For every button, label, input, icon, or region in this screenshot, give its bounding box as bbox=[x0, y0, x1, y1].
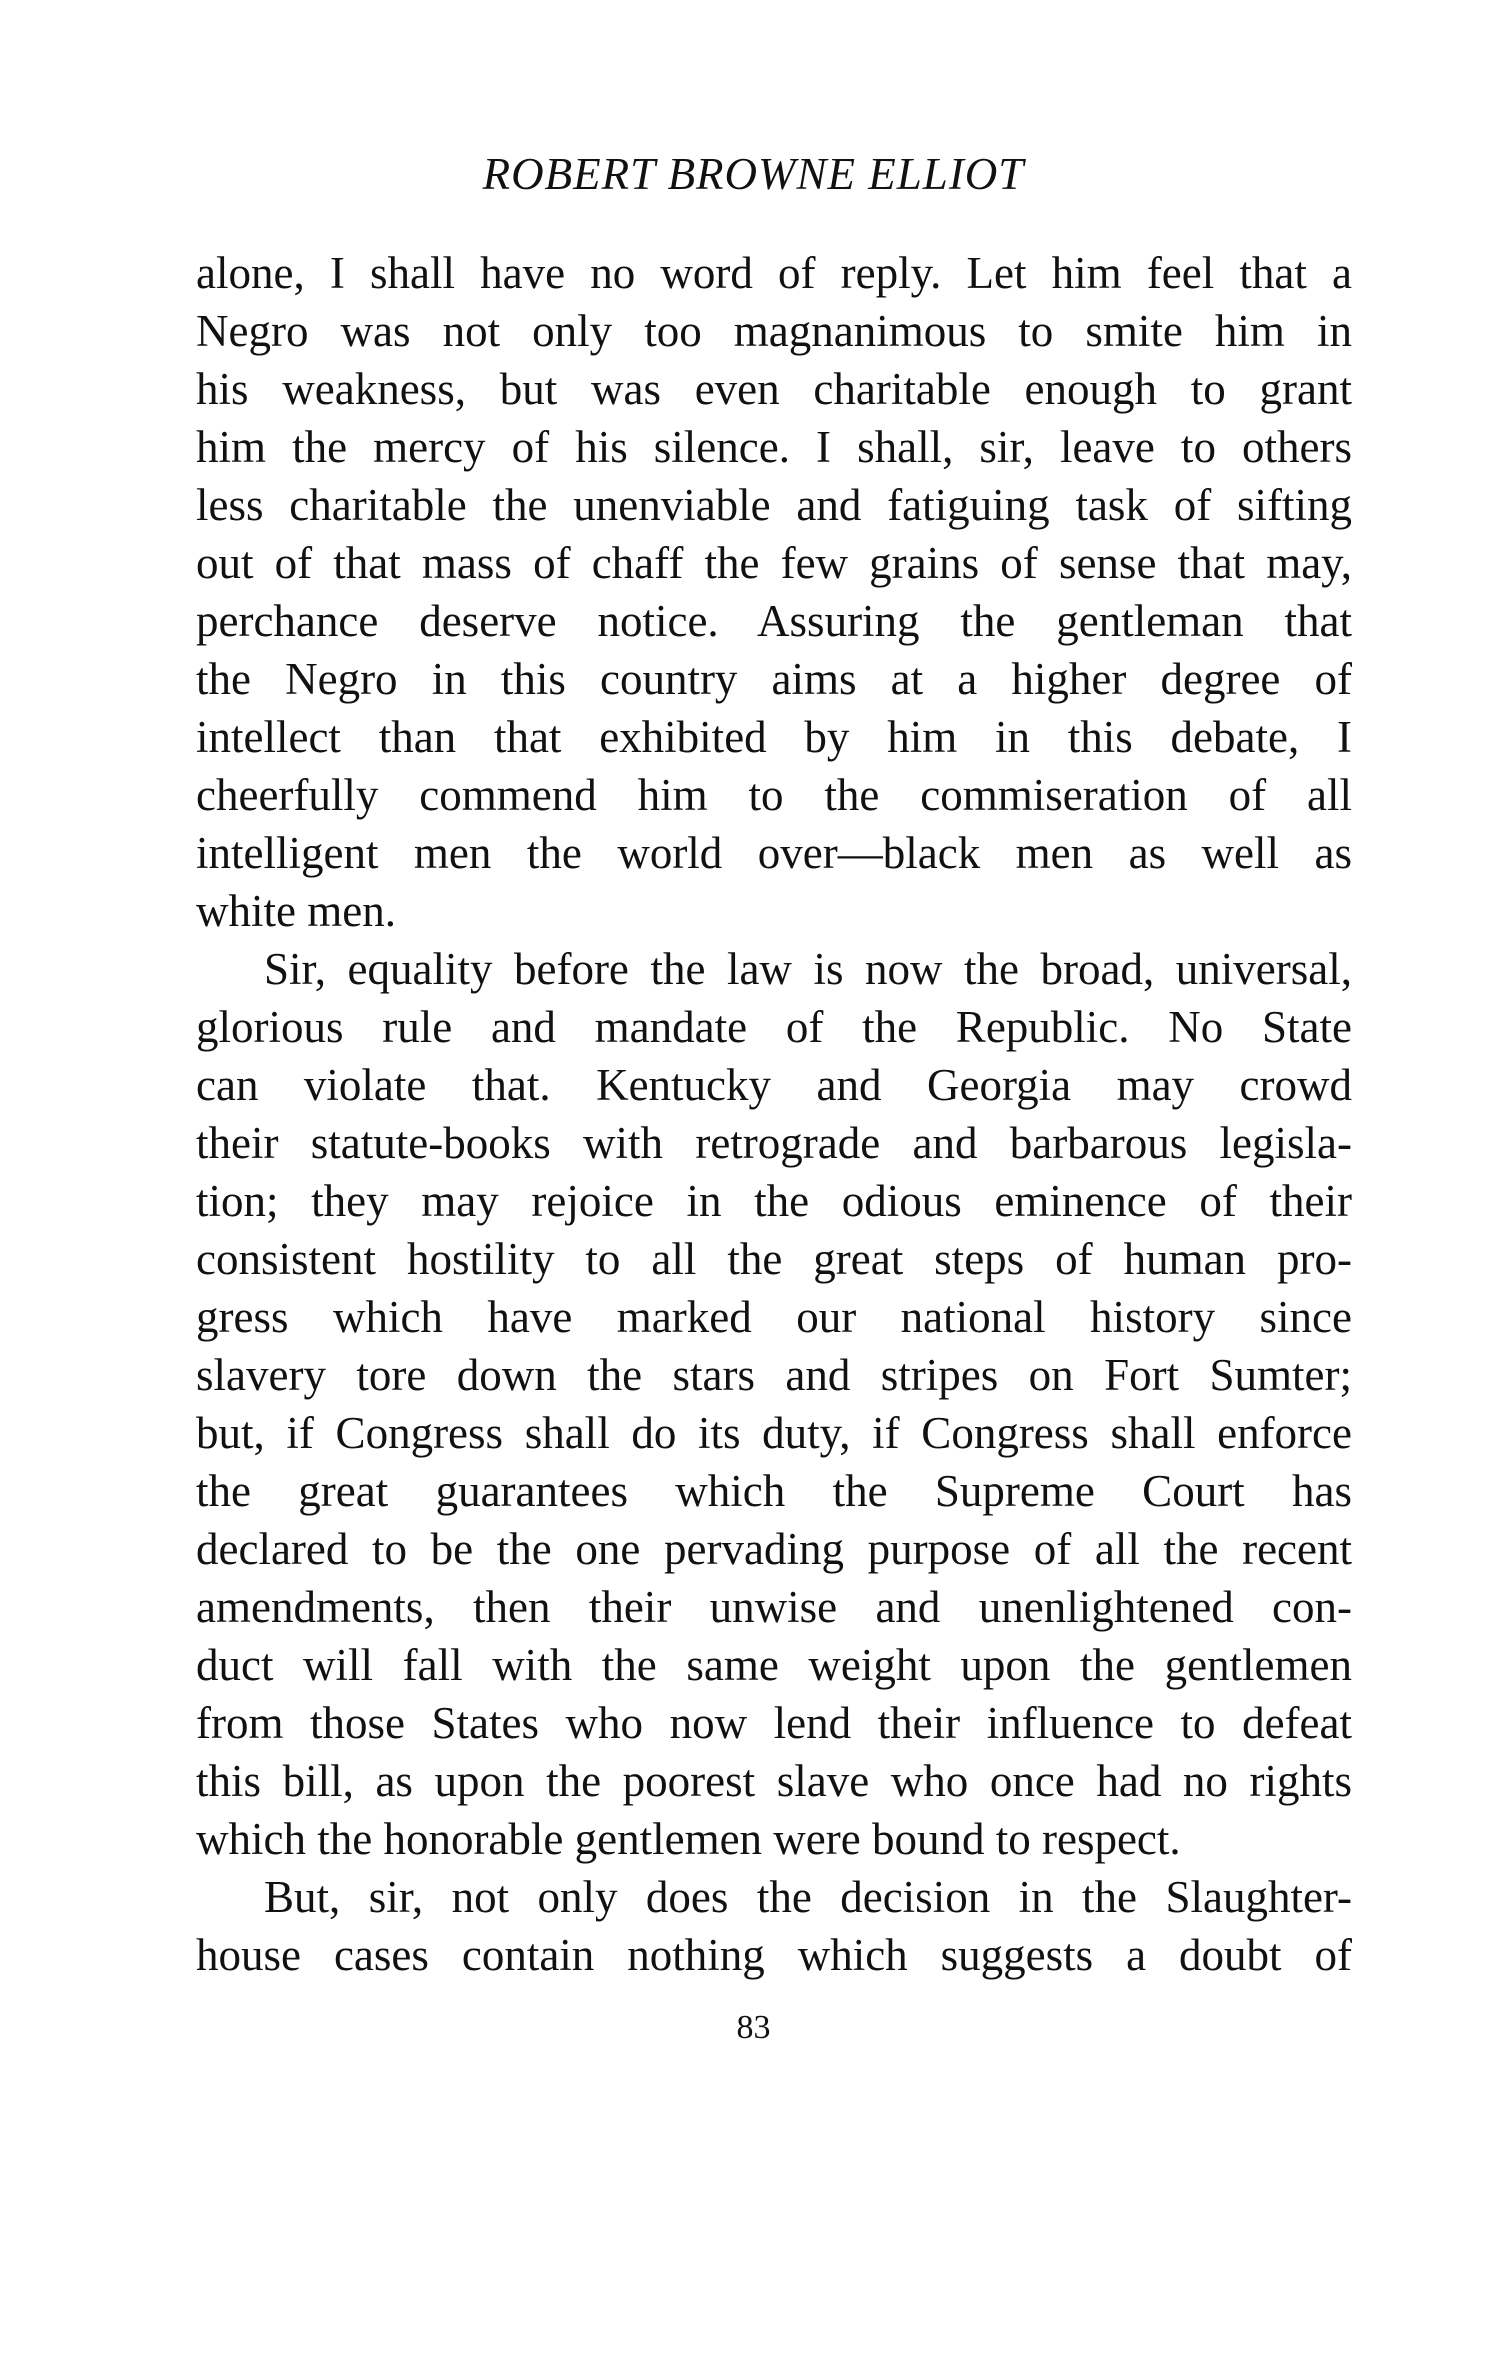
text-line: But, sir, not only does the decision in the Slaughter- bbox=[264, 1872, 1352, 1922]
text-line: the great guarantees which the Supreme Court has bbox=[196, 1466, 1352, 1516]
text-line: from those States who now lend their influence to defeat bbox=[196, 1698, 1352, 1748]
text-line: perchance deserve notice. Assuring the gentleman that bbox=[196, 596, 1352, 646]
text-line: gress which have marked our national history since bbox=[196, 1292, 1352, 1342]
text-line: declared to be the one pervading purpose of all the recent bbox=[196, 1524, 1352, 1574]
text-line: glorious rule and mandate of the Republic. No State bbox=[196, 1002, 1352, 1052]
paragraph bbox=[196, 244, 1352, 940]
text-line: house cases contain nothing which suggests a doubt of bbox=[196, 1930, 1352, 1980]
running-head: ROBERT BROWNE ELLIOT bbox=[482, 149, 1025, 199]
text-line: white men. bbox=[196, 886, 396, 936]
text-line: can violate that. Kentucky and Georgia may crowd bbox=[196, 1060, 1352, 1110]
paragraph bbox=[196, 940, 1352, 1868]
text-line: cheerfully commend him to the commiseration of all bbox=[196, 770, 1352, 820]
text-line: intelligent men the world over—black men as well as bbox=[196, 828, 1352, 878]
text-line: amendments, then their unwise and unenlightened con- bbox=[196, 1582, 1352, 1632]
text-line: this bill, as upon the poorest slave who once had no rights bbox=[196, 1756, 1352, 1806]
text-line: Negro was not only too magnanimous to smite him in bbox=[196, 306, 1352, 356]
text-line: their statute-books with retrograde and barbarous legisla- bbox=[196, 1118, 1352, 1168]
text-line: slavery tore down the stars and stripes on Fort Sumter; bbox=[196, 1350, 1352, 1400]
page-number: 83 bbox=[736, 2009, 771, 2046]
text-line: him the mercy of his silence. I shall, sir, leave to others bbox=[196, 422, 1352, 472]
text-line: intellect than that exhibited by him in this debate, I bbox=[196, 712, 1352, 762]
text-line: out of that mass of chaff the few grains of sense that may, bbox=[196, 538, 1352, 588]
text-line: consistent hostility to all the great steps of human pro- bbox=[196, 1234, 1352, 1284]
text-line: which the honorable gentlemen were bound to respect. bbox=[196, 1814, 1181, 1864]
paragraph bbox=[196, 1868, 1352, 1984]
text-line: tion; they may rejoice in the odious eminence of their bbox=[196, 1176, 1352, 1226]
text-line: less charitable the unenviable and fatiguing task of sifting bbox=[196, 480, 1352, 530]
text-line: the Negro in this country aims at a higher degree of bbox=[196, 654, 1352, 704]
text-line: duct will fall with the same weight upon the gentlemen bbox=[196, 1640, 1352, 1690]
text-line: Sir, equality before the law is now the broad, universal, bbox=[264, 944, 1352, 994]
body-text bbox=[196, 244, 1352, 1984]
text-line: his weakness, but was even charitable enough to grant bbox=[196, 364, 1352, 414]
text-line: but, if Congress shall do its duty, if Congress shall enforce bbox=[196, 1408, 1352, 1458]
text-line: alone, I shall have no word of reply. Let him feel that a bbox=[196, 248, 1352, 298]
